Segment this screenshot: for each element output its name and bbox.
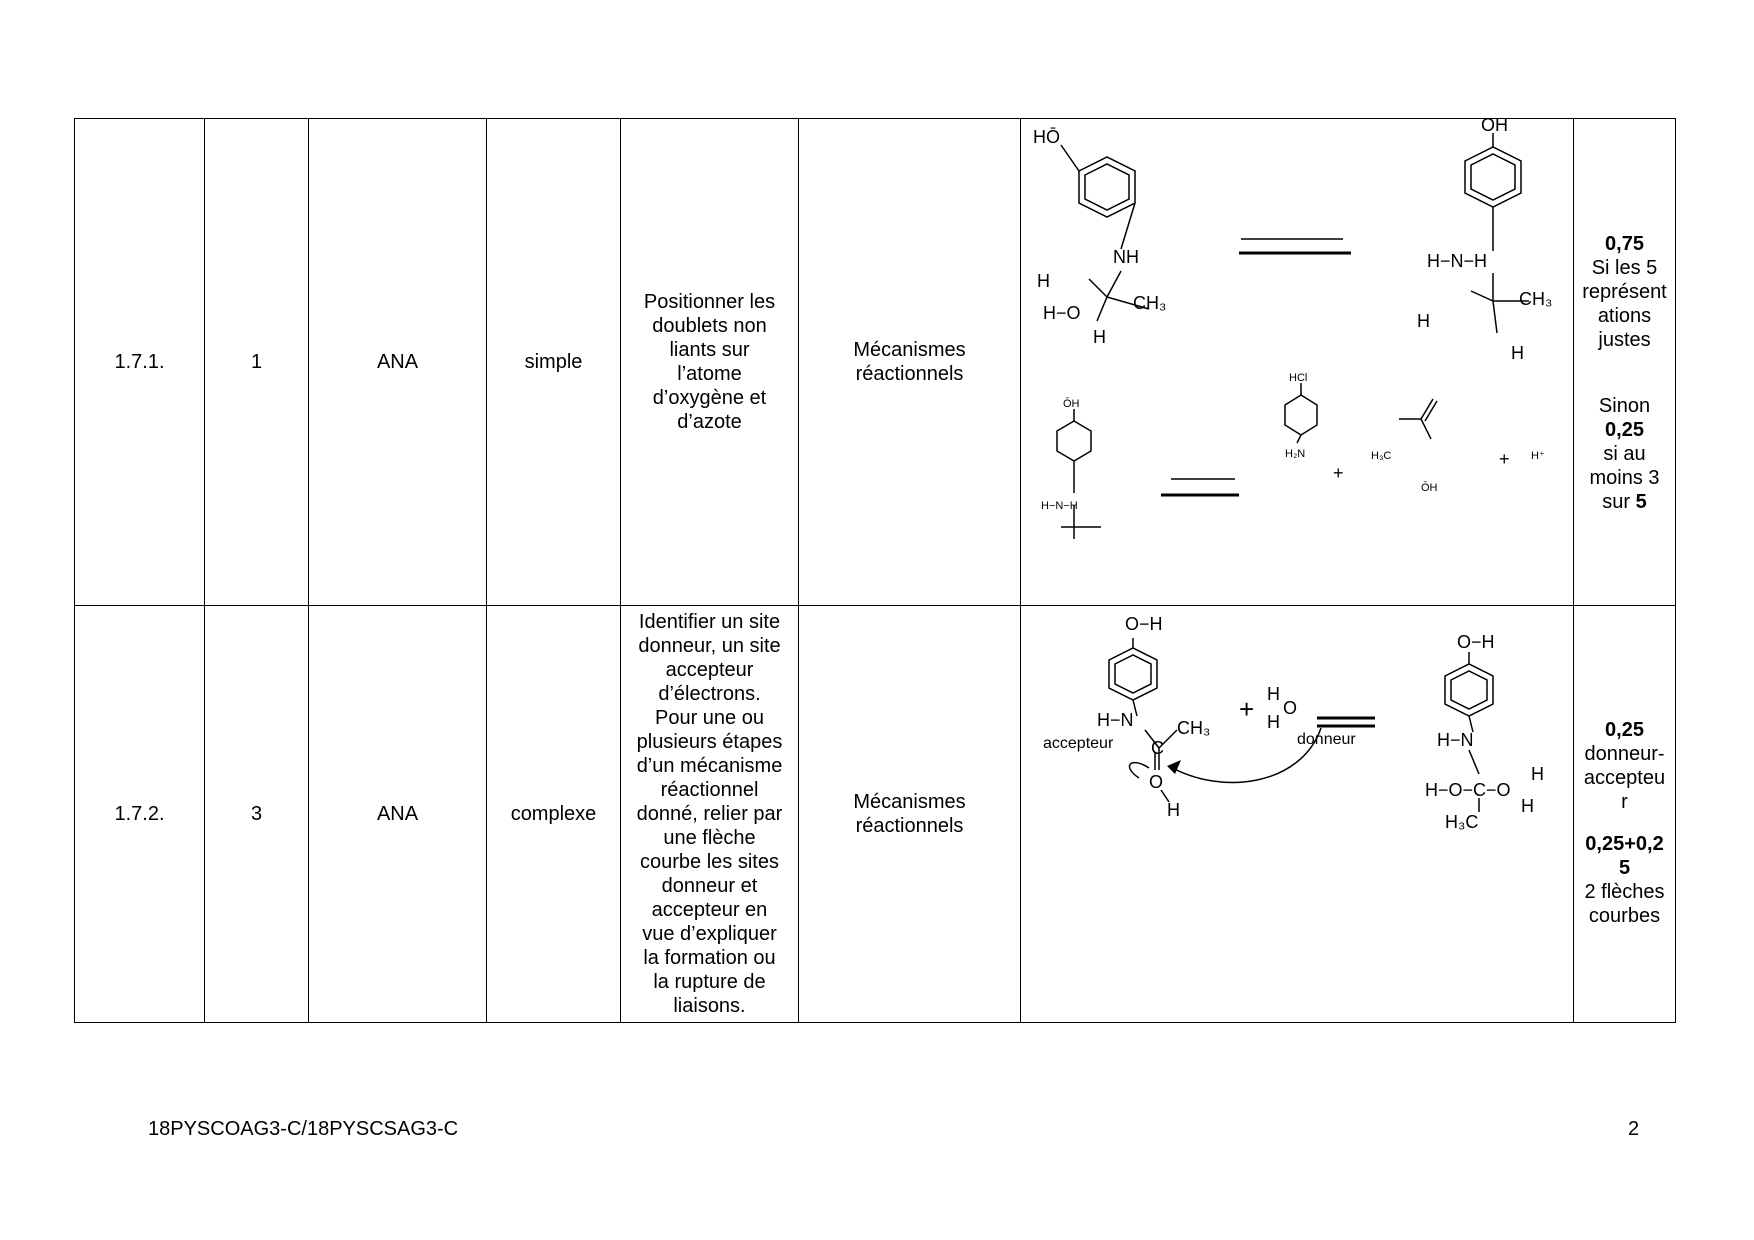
competence: ANA bbox=[309, 606, 487, 1023]
svg-text:CH₃: CH₃ bbox=[1519, 289, 1553, 309]
svg-text:H: H bbox=[1511, 343, 1524, 363]
svg-text:H₂N: H₂N bbox=[1285, 448, 1306, 460]
svg-text:H−O: H−O bbox=[1043, 303, 1081, 323]
grading-scale: 0,25 donneur- accepteu r 0,25+0,2 5 2 flèches courbes bbox=[1574, 606, 1676, 1023]
svg-text:HŌ: HŌ bbox=[1033, 127, 1060, 147]
svg-text:CH₃: CH₃ bbox=[1177, 718, 1211, 738]
svg-text:donneur: donneur bbox=[1297, 731, 1356, 748]
theme: Mécanismes réactionnels bbox=[799, 606, 1021, 1023]
objective: Identifier un site donneur, un site accepteur d’électrons. Pour une ou plusieurs étapes d’un mécanisme réactionnel donné, relier par une flèche courbe les sites donneur et accepteur en vue d’expliquer la formation ou la rupture de liaisons. bbox=[621, 606, 799, 1023]
theme: Mécanismes réactionnels bbox=[799, 119, 1021, 606]
points: 1 bbox=[205, 119, 309, 606]
svg-text:NH: NH bbox=[1113, 247, 1139, 267]
reaction-scheme-2 bbox=[1021, 606, 1573, 1016]
svg-text:H₃C: H₃C bbox=[1371, 450, 1392, 462]
svg-text:H−O−C−O: H−O−C−O bbox=[1425, 780, 1511, 800]
svg-text:ŌH: ŌH bbox=[1481, 119, 1508, 135]
question-number: 1.7.2. bbox=[75, 606, 205, 1023]
svg-text:H⁺: H⁺ bbox=[1531, 450, 1545, 462]
svg-text:HCl: HCl bbox=[1289, 372, 1308, 384]
svg-text:H: H bbox=[1037, 271, 1050, 291]
svg-text:H: H bbox=[1167, 800, 1180, 820]
svg-text:H: H bbox=[1093, 327, 1106, 347]
svg-text:O: O bbox=[1283, 698, 1298, 718]
table-row bbox=[75, 119, 1676, 606]
grading-scale: 0,75 Si les 5 représent ations justes Sinon 0,25 si au moins 3 sur 5 bbox=[1574, 119, 1676, 606]
svg-text:accepteur: accepteur bbox=[1043, 735, 1114, 752]
svg-text:H: H bbox=[1417, 311, 1430, 331]
question-number: 1.7.1. bbox=[75, 119, 205, 606]
page-number: 2 bbox=[1628, 1118, 1640, 1140]
svg-text:+: + bbox=[1499, 449, 1510, 469]
svg-text:H₃C: H₃C bbox=[1445, 812, 1479, 832]
svg-text:+: + bbox=[1333, 463, 1344, 483]
grading-table bbox=[74, 118, 1676, 1023]
competence: ANA bbox=[309, 119, 487, 606]
svg-text:C: C bbox=[1151, 738, 1164, 758]
svg-text:+: + bbox=[1239, 694, 1255, 724]
svg-text:H: H bbox=[1521, 796, 1534, 816]
mechanism-diagram bbox=[1021, 119, 1574, 606]
svg-text:H: H bbox=[1531, 764, 1544, 784]
reaction-scheme-1 bbox=[1021, 119, 1573, 599]
svg-text:H−N−H: H−N−H bbox=[1041, 500, 1078, 512]
svg-text:ŌH: ŌH bbox=[1063, 398, 1080, 410]
table-row bbox=[75, 606, 1676, 1023]
objective: Positionner les doublets non liants sur l’atome d’oxygène et d’azote bbox=[621, 119, 799, 606]
svg-text:CH₃: CH₃ bbox=[1133, 293, 1167, 313]
mechanism-diagram bbox=[1021, 606, 1574, 1023]
svg-text:O−H: O−H bbox=[1125, 614, 1163, 634]
document-reference: 18PYSCOAG3-C/18PYSCSAG3-C bbox=[148, 1118, 459, 1140]
difficulty-level: simple bbox=[487, 119, 621, 606]
svg-text:H: H bbox=[1267, 712, 1280, 732]
difficulty-level: complexe bbox=[487, 606, 621, 1023]
svg-text:H: H bbox=[1267, 684, 1280, 704]
svg-text:O: O bbox=[1149, 772, 1164, 792]
svg-text:H−N−H: H−N−H bbox=[1427, 251, 1488, 271]
svg-text:H−N: H−N bbox=[1097, 710, 1134, 730]
svg-text:ŌH: ŌH bbox=[1421, 482, 1438, 494]
svg-text:H−N: H−N bbox=[1437, 730, 1474, 750]
points: 3 bbox=[205, 606, 309, 1023]
svg-text:O−H: O−H bbox=[1457, 632, 1495, 652]
